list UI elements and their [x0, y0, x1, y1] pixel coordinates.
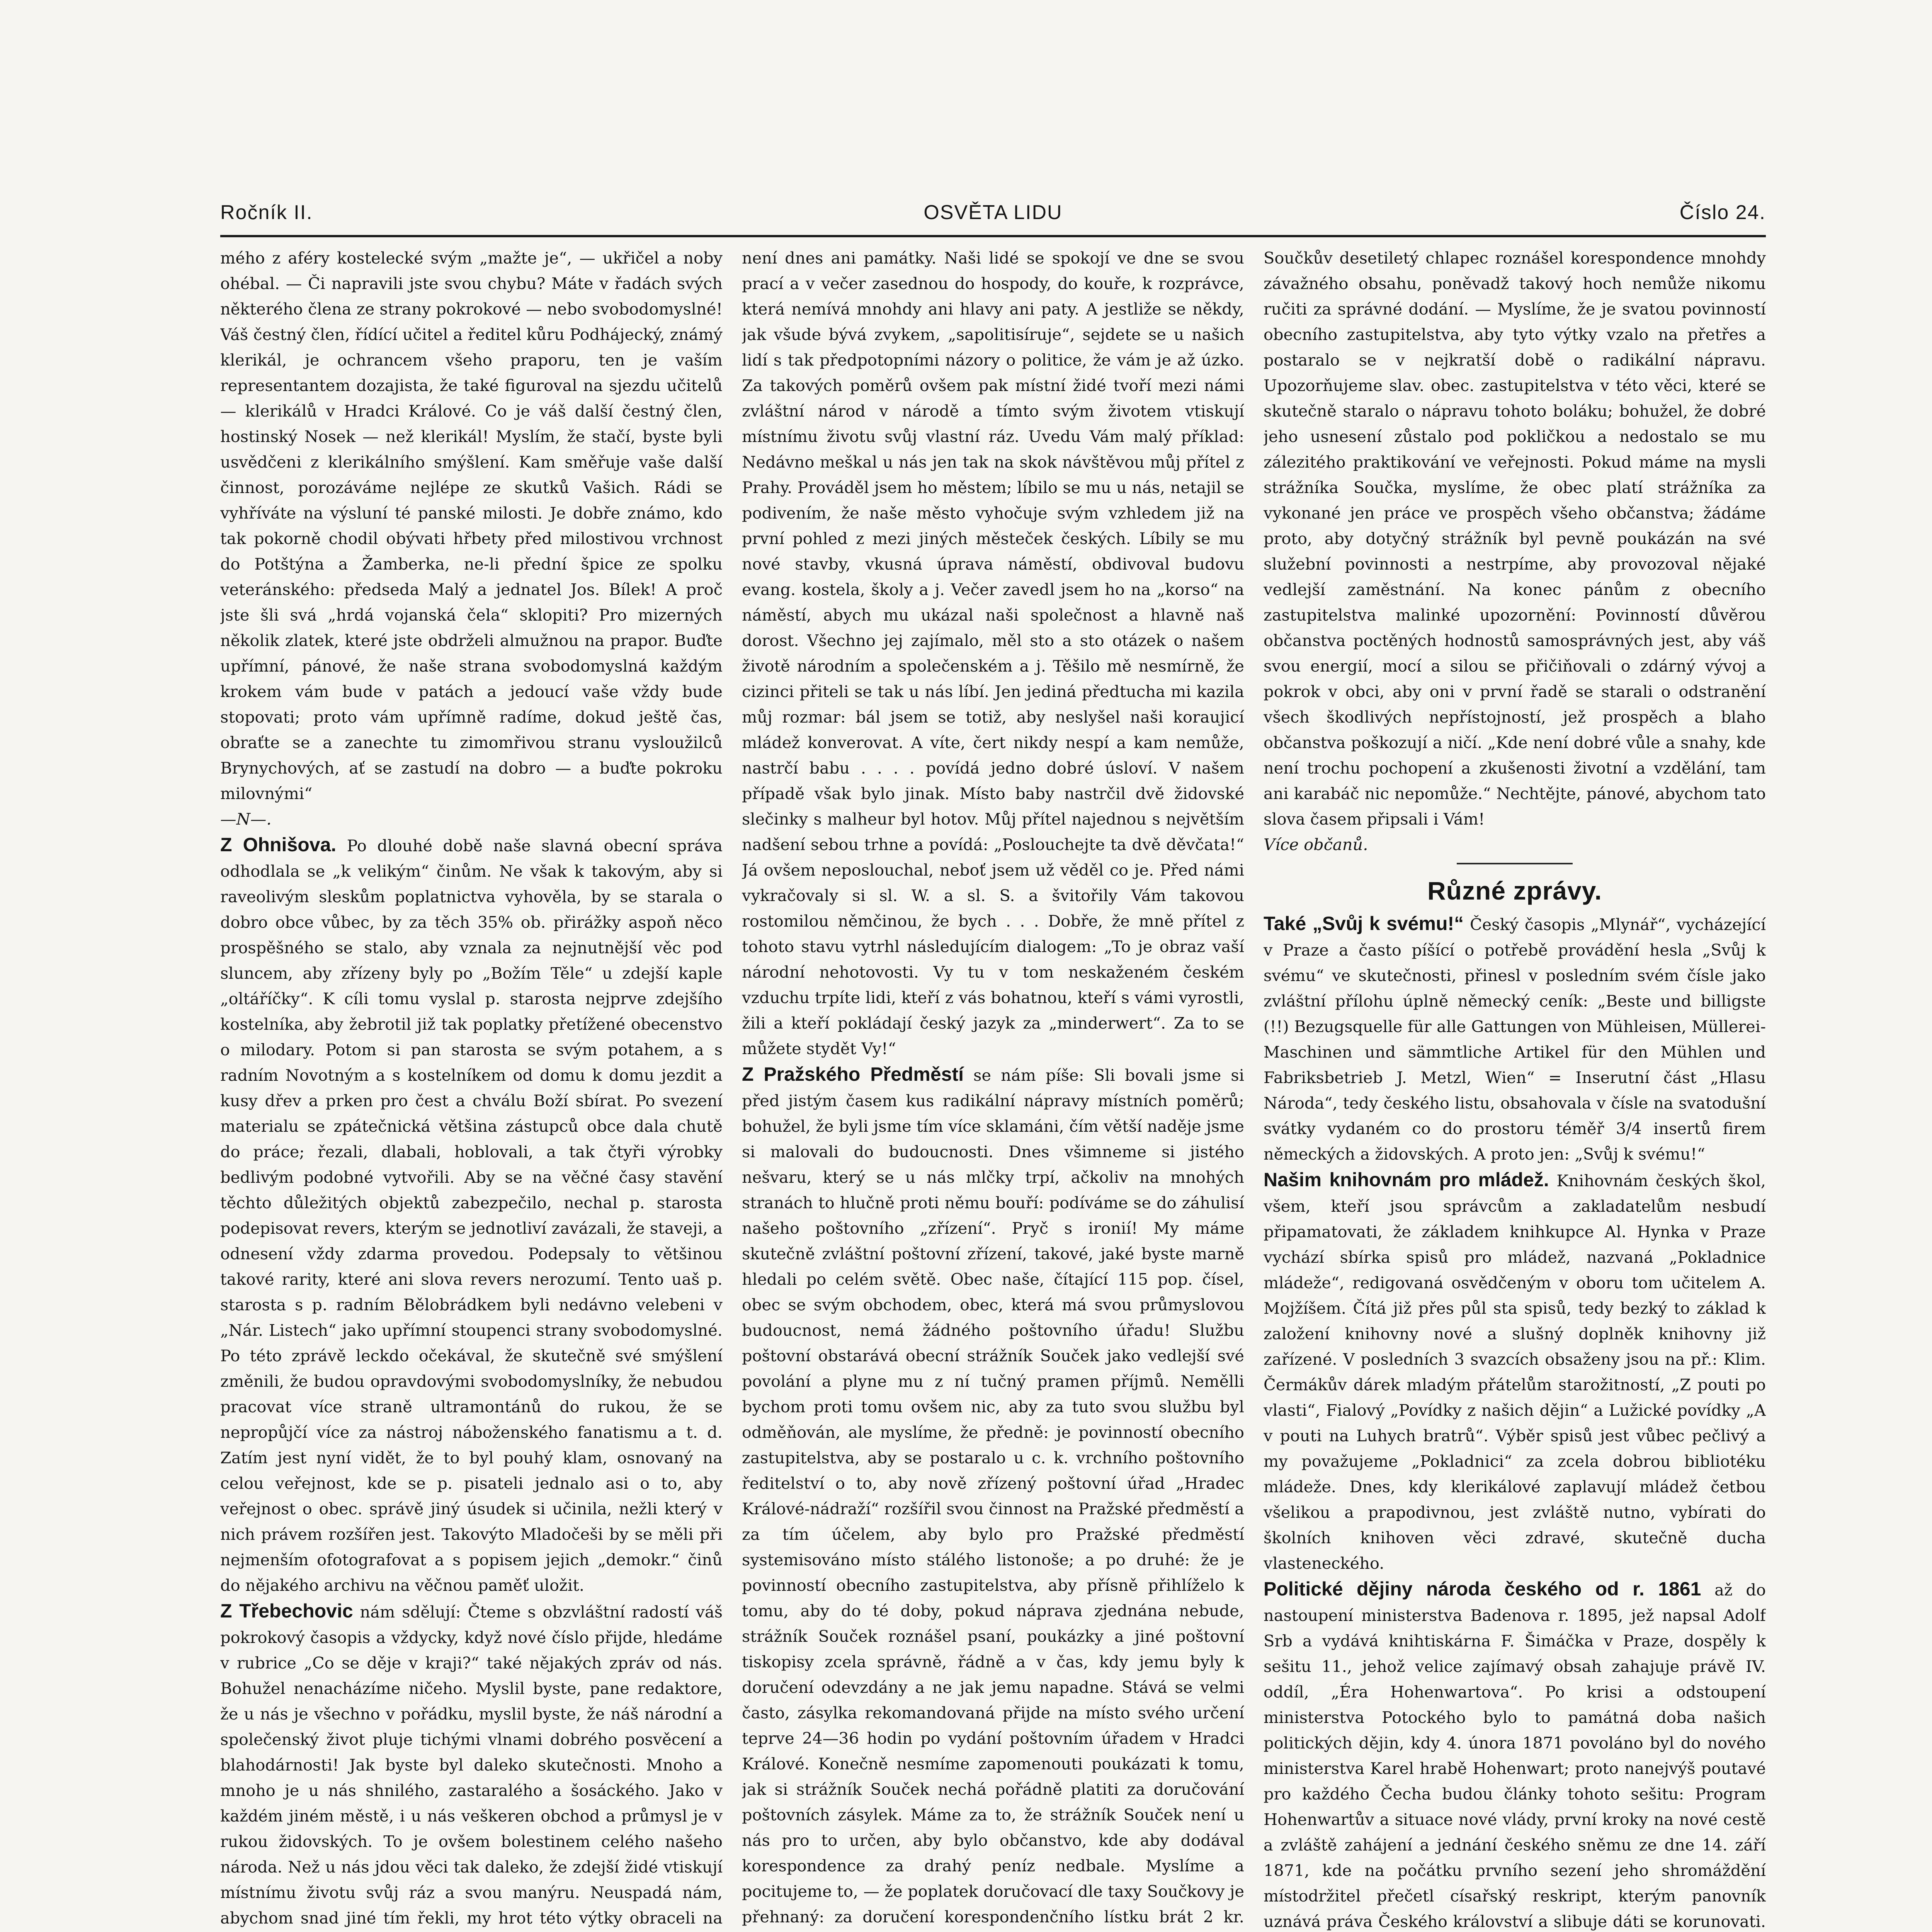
article-signature: Více občanů.: [1264, 835, 1368, 854]
article-text: není dnes ani památky. Naši lidé se spokojí ve dne se svou prací a v večer zasednou do hospody, do kouře, k rozprávce, která nemívá mnohdy ani hlavy ani paty. A jestliže se někdy, jak všude bývá zvykem, „sapolitisíruje“, sejdete se u našich lidí s tak předpotopními názory o politice, že vám je až úzko. Za takových poměrů ovšem pak místní židé tvoří mezi námi zvláštní národ v národě a tímto svým životem vtiskují místnímu životu svůj vlastní ráz. Uvedu Vám malý příklad: Nedávno meškal u nás jen tak na skok návštěvou můj přítel z Prahy. Prováděl jsem ho městem; líbilo se mu u nás, netajil se podivením, že naše město vyhočuje svým vzhledem již na první pohled z mezi jiných městeček českých. Líbily se mu nové stavby, vkusná úprava náměstí, obdivoval budovu evang. kostela, školy a j. Večer zavedl jsem ho na „korso“ na náměstí, abych mu ukázal naši společnost a hlavně naš dorost. Všechno jej zajímalo, měl sto a sto otázek o našem životě národním a společenském a j. Těšilo mě nesmírně, že cizinci přiteli se tak u nás líbí. Jen jediná předtucha mi kazila můj rozmar: bál jsem se totiž, aby neslyšel naši koraujicí mládež konverovat. A víte, čert nikdy nespí a kam nemůže, nastrčí babu . . . . povídá jedno dobré úsloví. V našem případě však bylo jinak. Místo baby nastrčil dvě židovské slečinky s malheur byl hotov. Můj přítel najednou s největším nadšení sebou trhne a povídá: „Poslouchejte ta dvě děvčata!“ Já ovšem neposlouchal, neboť jsem už věděl co je. Před námi vykračovaly si sl. W. a sl. S. a švitořily Vám takovou rostomilou němčinou, že bych . . . Dobře, že mně přítel z tohoto stavu vytrhl následujícím dialogem: „To je obraz vaší národní nehotovosti. Vy tu v tom neskaženém českém vzduchu trpíte lidi, kteří z vás bohatnou, kteří s vámi vyrostli, žili a kteří pokládají český jazyk za „minderwert“. Za to se můžete stydět Vy!“: [742, 248, 1244, 1058]
article-trebechovice: [220, 1598, 723, 1932]
news-text: Knihovnám českých škol, všem, kteří jsou správcům a zakladatelům nesbudí připamatovati, že základem knihkupce Al. Hynka v Praze vychází sbírka spisů pro mládež, nazvaná „Pokladnice mládeže“, redigovaná osvědčeným v oboru tom učitelem A. Mojžíšem. Čítá již přes půl sta spisů, tedy bezký to základ k založení knihovny nové a slušný doplněk knihovny již zařízené. V posledních 3 svazcích obsaženy jsou na př.: Klim. Čermákův dárek mladým přátelům starožitností, „Z pouti po vlasti“, Fialový „Povídky z našich dějin“ a Lužické povídky „A v pouti na Luhych bratrů“. Výběr spisů jest vůbec pečlivý a my považujeme „Pokladnici“ za zcela dobrou bibliotéku mládeže. Dnes, kdy klerikálové zaplavují mládež četbou všelikou a prapodivnou, jest zvláště nutno, vybírati do školních knihoven věci zdravé, skutečně ducha vlasteneckého.: [1264, 1171, 1766, 1573]
article-ohnisov: [220, 832, 723, 1598]
news-heading: Také „Svůj k svému!“: [1264, 913, 1464, 934]
news-text: až do nastoupení ministerstva Badenova r. 1895, jež napsal Adolf Srb a vydává knihtiskárna F. Šimáčka v Praze, dospěly k sešitu 11., jehož velice zajímavý obsah zahajuje právě IV. oddíl, „Éra Hohenwartova“. Po krisi a odstoupení ministerstva Potockého bylo to památná doba našich politických dějin, kdy 4. února 1871 povoláno byl do nového ministerstva Karel hrabě Hohenwart; proto nanejvýš poutavé pro každého Čecha budou články tohoto sešitu: Program Hohenwartův a situace nové vlády, první kroky na nové cestě a zvláště zahájení a jednání českého sněmu ze dne 14. září 1871, kde na počátku prvního sezení jeho shromáždění místodržitel přečetl císařský reskript, kterým panovník uznává práva Českého království a slibuje dáti se korunovati.: [1264, 1580, 1766, 1931]
column-1: [220, 245, 723, 1932]
news-text: Český časopis „Mlynář“, vycházející v Praze a často píšící o potřebě provádění hesla „Svůj k svému“ ve skutečnosti, přinesl v posledním svém čísle jako zvláštní přílohu úplně německý ceník: „Beste und billigste (!!) Bezugsquelle für alle Gattungen von Mühleisen, Müllerei-Maschinen und sämmtliche Artikel für den Mühlen und Fabriksbetrieb J. Metzl, Wien“ = Inserutní část „Hlasu Národa“, tedy českého listu, obsahovala v čísle na svatodušní svátky vydaném co do prostoru téměř 3/4 insertů firem německých a židovských. A proto jen: „Svůj k svému!“: [1264, 915, 1766, 1163]
news-heading: Našim knihovnám pro mládež.: [1264, 1169, 1549, 1190]
page-header: [220, 193, 1766, 224]
article-text: nám sdělují: Čteme s obzvláštní radostí váš pokrokový časopis a vždycky, když nové číslo přijde, hledáme v rubrice „Co se děje v kraji?“ také nějakých zpráv od nás. Bohužel nenacházíme ničeho. Myslil byste, pane redaktore, že u nás je všechno v pořádku, myslil byste, že náš národní a společenský život pluje tichými vlnami dobrého posvěcení a blahodárnosti! Jak byste byl daleko skutečnosti. Mnoho a mnoho je u nás shnilého, zastaralého a šosáckého. Jako v každém jiném městě, i u nás veškeren obchod a průmysl je v rukou židovských. To je ovšem bolestinem celého našeho národa. Než u nás jdou věci tak daleko, že zdejší židé vtiskují místnímu životu svůj ráz a svou manýru. Neuspadá nám, abychom snad jiné tím řekli, my hrot této výtky obraceli na: [220, 1602, 723, 1927]
article-text: mého z aféry kostelecké svým „mažte je“, — ukřičel a noby ohébal. — Či napravili jste svou chybu? Máte v řadách svých některého člena ze strany pokrokové — nebo svobodomyslné! Váš čestný člen, řídící učitel a ředitel kůru Podhájecký, známý klerikál, je ochrancem všeho praporu, ten je vaším representantem dozajista, že také figuroval na sjezdu učitelů — klerikálů v Hradci Králové. Co je váš další čestný člen, hostinský Nosek — než klerikál! Myslím, že stačí, byste byli usvědčeni z klerikálního smýšlení. Kam směřuje vaše další činnost, porozáváme nejlépe ze skutků Vašich. Rádi se vyhříváte na výsluní té panské milosti. Je dobře známo, kdo tak pokorně chodil obývati hřbety před milostivou vrchnost do Potštýna a Žamberka, ne-li přední špice ze spolku veteránského: předseda Malý a jednatel Jos. Bílek! A proč jste šli svá „hrdá vojanská čela“ sklopiti? Pro mizerných několik zlatek, které jste obdrželi almužnou na prapor. Buďte upřímní, pánové, že naše strana svobodomyslná každým krokem vám bude v patách a jedoucí vaše vždy bude stopovati; proto vám upřímně radíme, dokud ještě čas, obraťte se a zanechte tu zimomřivou stranu vysloužilců Brynychových, ať se zastudí na dobro — a buďte pokroku milovnými“: [220, 248, 723, 803]
article-signature: —N—.: [220, 810, 272, 828]
article-columns: [220, 245, 1766, 1932]
volume-label: Ročník II.: [220, 201, 313, 224]
article-text: Po dlouhé době naše slavná obecní správa odhodlala se „k velikým“ činům. Ne však k takovým, aby si raveolivým sleskům poplatnictva vyhověla, by se starala o dobro obce vůbec, by za těch 35% ob. přirážky aspoň něco prospěšného se stalo, aby vznala za nejnutnější věc pod sluncem, aby zřízeny byly po „Božím Těle“ u zdejší kaple „oltáříčky“. K cíli tomu vyslal p. starosta nejprve zdejšího kostelníka, aby žebrotil již tak poplatky přetížené obecenstvo o milodary. Potom si pan starosta se svým potahem, a s radním Novotným a s kostelníkem od domu k domu jezdit a kusy dřev a prken pro čest a chválu Boží sbírat. Po svezení materialu se zpátečnická většina zástupců obce dala chutě do práce; řezali, dlabali, hoblovali, a tak čtyři výrobky bedlivým podobné vytvořili. Aby se na věčné časy stavění těchto důležitých objektů zabezpečilo, nechal p. starosta podepisovat revers, kterým se jednotliví zavázali, že staveji, a odnesení vždy zdarma provedou. Podepsaly to většinou takové rarity, které ani slova revers nerozumí. Tento uaš p. starosta s p. radním Bělobrádkem byli nedávno velebeni v „Nár. Listech“ jako upřímní stoupenci strany svobodomyslné. Po této zprávě leckdo očekával, že skutečně své smýšlení změnili, že budou opravdovými svobodomyslníky, že nebudou pracovat více straně ultramontánů do rukou, že se nepropůjčí více za nástroj náboženského fanatismu a t. d. Zatím jest nyní vidět, že to byl pouhý klam, osnovaný na celou veřejnost, kde se p. pisateli jednalo asi o to, aby veřejnost o obec. správě jiný úsudek si učinila, nežli který v nich právem rozšířen jest. Takovýto Mladočeši by se měli při nejmenším ofotografovat a s popisem jejich „demokr.“ činů do nějakého archivu na věčnou paměť uložit.: [220, 836, 723, 1595]
article-text: se nám píše: Sli bovali jsme si před jistým časem kus radikální nápravy místních poměrů; bohužel, že byli jsme tím více sklamáni, čím větší naděje jsme si malovali do budoucnosti. Dnes všimneme si jistého nešvaru, který se u nás mlčky trpí, ačkoliv na mnohých stranách to hlučně proti němu bouří: podíváme se do záhulisí našeho poštovního „zřízení“. Pryč s ironií! My máme skutečně zvláštní poštovní zřízení, takové, jaké byste marně hledali po celém světě. Obec naše, čítající 115 pop. čísel, obec se svým obchodem, obec, která má svou průmyslovou budoucnost, nemá žádného poštovního úřadu! Službu poštovní obstarává obecní strážník Souček jako vedlejší své povolání a plyne mu z ní tučný pramen příjmů. Nemělli bychom proti tomu ovšem nic, aby za tuto svou službu byl odměňován, ale myslíme, že předně: je povinností obecního zastupitelstva, aby se postaralo u c. k. vrchního poštovního ředitelství o to, aby nově zřízený poštovní úřad „Hradec Králové-nádraží“ rozšířil svou činnost na Pražské předměstí a za tím účelem, aby bylo pro Pražské předměstí systemisováno místo stálého listonoše; a po druhé: že je povinností obecního zastupitelstva, aby přísně přihlíželo k tomu, aby do té doby, pokud náprava zjednána nebude, strážník Souček roznášel psaní, poukázky a jiné poštovní tiskopisy zcela správně, řádně a v čas, kdy jemu byly k doručení odevzdány a ne jak jemu napadne. Stává se velmi často, zásylka rekomandovaná přijde na místo svého určení teprve 24—36 hodin po vydání poštovním úřadem v Hradci Králové. Konečně nesmíme zapomenouti poukázati k tomu, jak si strážník Souček nechá pořádně platiti za doručování poštovních zásylek. Máme za to, že strážník Souček není u nás pro to určen, aby bylo občanstvo, kde aby dodával korespondence za drahý peníz nedbale. Myslíme a pocitujeme to, — že poplatek doručovací dle taxy Součkovy je přehnaný: za doručení korespondenčního lístku brát 2 kr.: [742, 1066, 1244, 1926]
column-2: [742, 245, 1244, 1932]
article-text: Součkův desetiletý chlapec roznášel korespondence mnohdy závažného obsahu, poněvadž takový hoch nemůže nikomu ručiti za správné dodání. — Myslíme, že je svatou povinností obecního zastupitelstva, aby tyto výtky vzalo na přetřes a postaralo se v nejkratší době o radikální nápravu. Upozorňujeme slav. obec. zastupitelstva v této věci, které se skutečně staralo o nápravu tohoto boláku; bohužel, že dobré jeho usnesení zůstalo pod pokličkou a nedostalo se mu zálezitého praktikování ve veřejnosti. Pokud máme na mysli strážníka Součka, myslíme, že obec platí strážníka za vykonané jen práce ve prospěch všeho občanstva; žádáme proto, aby dotyčný strážník byl pevně poukázán na své služební povinnosti a nestrpíme, aby provozoval nějaké vedlejší zaměstnání. Na konec pánům z obecního zastupitelstva malinké upozornění: Povinností důvěrou občanstva poctěných hodnostů samosprávných jest, aby váš svou energií, mocí a silou se přičiňovali o zdárný vývoj a pokrok v obci, aby oni v první řadě se starali o odstranění všech škodlivých nepřístojností, jež prospěch a blaho občanstva poškozují a ničí. „Kde není dobré vůle a snahy, kde není trochu pochopení a zkušenosti životní a vzdělání, tam ani karabáč nic nepomůže.“ Nechtějte, pánové, abychom tato slova časem připsali i Vám!: [1264, 248, 1766, 828]
news-item: [1264, 911, 1766, 1167]
section-divider: [1457, 863, 1573, 864]
article-prazske-predmesti: [742, 1061, 1244, 1932]
header-rule: [220, 235, 1766, 237]
section-title: Různé zprávy.: [1427, 876, 1602, 905]
journal-title: OSVĚTA LIDU: [923, 201, 1063, 224]
issue-number: Číslo 24.: [1679, 201, 1766, 224]
news-item: [1264, 1576, 1766, 1932]
article-heading: Z Třebechovic: [220, 1600, 353, 1622]
column-3: [1264, 245, 1766, 1932]
news-heading: Politické dějiny národa českého od r. 1861: [1264, 1578, 1701, 1600]
newspaper-page: [220, 193, 1766, 1932]
news-item: [1264, 1167, 1766, 1576]
article-heading: Z Ohnišova.: [220, 834, 337, 855]
article-heading: Z Pražského Předměstí: [742, 1063, 964, 1085]
